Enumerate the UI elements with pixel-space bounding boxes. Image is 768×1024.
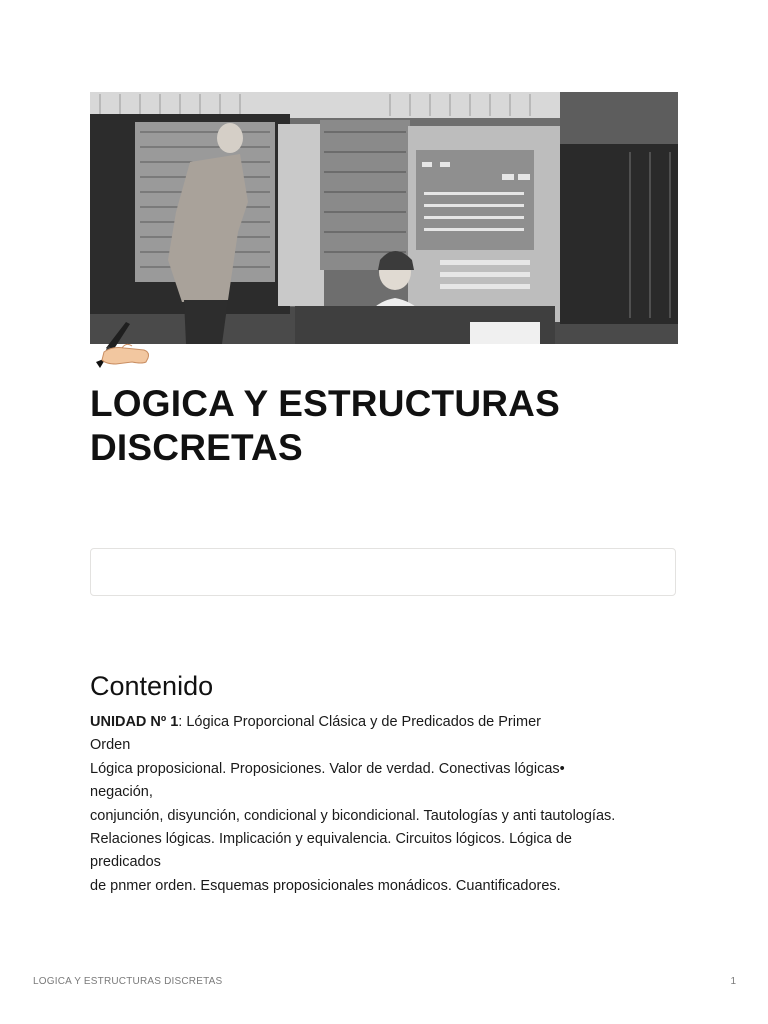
text-line: predicados [90,854,161,871]
text-line: Lógica proposicional. Proposiciones. Valor de verdad. Conectivas lógicas• [90,760,565,777]
footer-title: LOGICA Y ESTRUCTURAS DISCRETAS [33,976,223,987]
text-line: conjunción, disyunción, condicional y bicondicional. Tautologías y anti tautologías. [90,807,616,824]
unit-title: : Lógica Proporcional Clásica y de Predicados de Primer [178,714,541,730]
writing-hand-icon[interactable] [92,318,150,372]
text-line: Relaciones lógicas. Implicación y equivalencia. Circuitos lógicos. Lógica de [90,831,572,848]
text-line: de pnmer orden. Esquemas proposicionales monádicos. Cuantificadores. [90,877,561,894]
section-heading: Contenido [90,671,214,701]
empty-callout-block[interactable] [90,548,676,596]
page-title: LOGICA Y ESTRUCTURAS DISCRETAS [90,383,560,468]
unit-label: UNIDAD Nº 1 [90,714,179,730]
text-line: Orden [90,737,131,754]
text-line: negación, [90,784,153,801]
cover-image [90,92,678,344]
footer-page-number: 1 [730,976,736,987]
unit-line [90,711,682,734]
content-body [90,711,682,898]
